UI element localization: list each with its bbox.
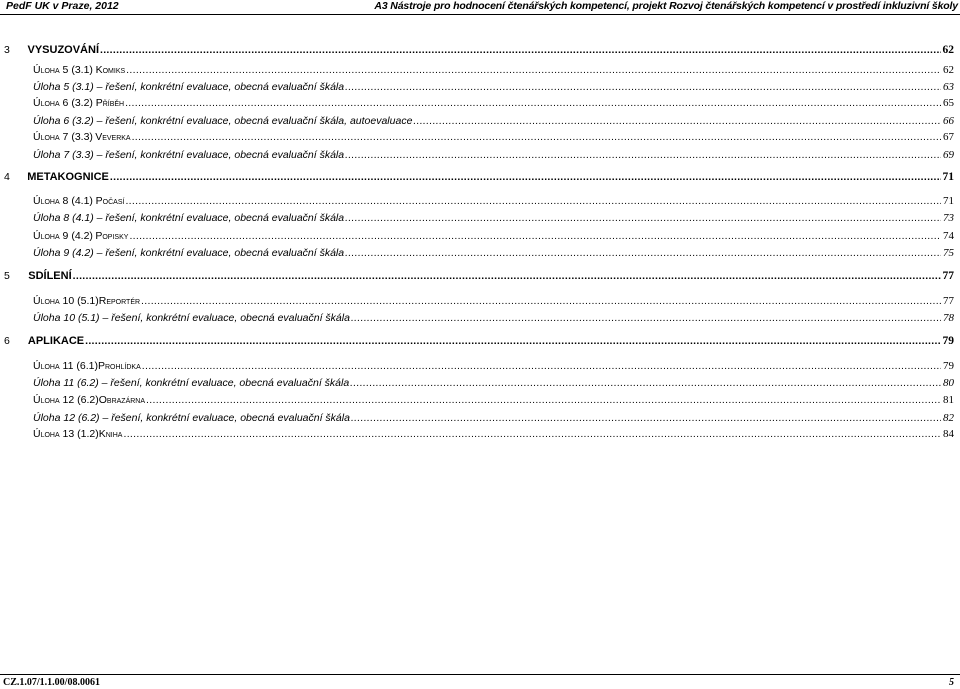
toc-entry[interactable] xyxy=(0,335,960,347)
toc-entry[interactable] xyxy=(0,377,960,389)
toc-entry[interactable] xyxy=(0,230,960,242)
toc-entry[interactable] xyxy=(0,64,960,76)
toc-entry[interactable] xyxy=(0,295,960,307)
page-header xyxy=(0,0,960,15)
toc-solution-title: Úloha 11 (6.2) – řešení, konkrétní evaluace, obecná evaluační škála xyxy=(33,377,349,389)
toc-entry[interactable] xyxy=(0,312,960,324)
toc-task-title: Popisky xyxy=(95,230,128,242)
toc-task-id: Úloha 5 (3.1) xyxy=(33,64,96,76)
toc-page-number: 62 xyxy=(943,44,960,56)
toc-solution-title: Úloha 6 (3.2) – řešení, konkrétní evaluace, obecná evaluační škála, autoevaluace xyxy=(33,115,412,127)
toc-dot-leader xyxy=(129,230,941,242)
toc-page-number: 81 xyxy=(943,394,960,406)
toc-task-title: Příběh xyxy=(96,97,124,109)
toc-task-title: Reportér xyxy=(99,295,140,307)
toc-page-number: 82 xyxy=(943,412,960,424)
toc-solution-title: Úloha 9 (4.2) – řešení, konkrétní evaluace, obecná evaluační škála xyxy=(33,247,344,259)
toc-task-title: Prohlídka xyxy=(98,360,141,372)
toc-chapter-title: SDÍLENÍ xyxy=(28,270,71,282)
toc-entry[interactable] xyxy=(0,115,960,127)
toc-chapter-title: VYSUZOVÁNÍ xyxy=(27,44,99,56)
footer-page-number: 5 xyxy=(949,676,954,689)
toc-chapter-title: METAKOGNICE xyxy=(27,171,109,183)
toc-dot-leader xyxy=(132,131,941,143)
toc-page-number: 63 xyxy=(943,81,960,93)
toc-page-number: 75 xyxy=(943,247,960,259)
toc-entry[interactable] xyxy=(0,171,960,183)
toc-page-number: 66 xyxy=(943,115,960,127)
toc-dot-leader xyxy=(142,360,941,372)
toc-task-id: Úloha 12 (6.2) xyxy=(33,394,99,406)
toc-task-id: Úloha 8 (4.1) xyxy=(33,195,96,207)
toc-dot-leader xyxy=(141,295,941,307)
toc-entry[interactable] xyxy=(0,428,960,440)
toc-page-number: 69 xyxy=(943,149,960,161)
toc-dot-leader xyxy=(125,195,941,207)
toc-solution-title: Úloha 10 (5.1) – řešení, konkrétní evaluace, obecná evaluační škála xyxy=(33,312,350,324)
footer-project-code: CZ.1.07/1.1.00/08.0061 xyxy=(3,676,100,689)
toc-chapter-number: 6 xyxy=(0,335,28,347)
toc-dot-leader xyxy=(351,412,941,424)
toc-entry[interactable] xyxy=(0,97,960,109)
toc-task-title: Obrazárna xyxy=(99,394,145,406)
toc-page-number: 79 xyxy=(943,335,960,347)
toc-dot-leader xyxy=(100,44,941,56)
toc-task-title: Veverka xyxy=(95,131,130,143)
toc-task-id: Úloha 11 (6.1) xyxy=(33,360,98,372)
toc-task-title: Kniha xyxy=(99,428,123,440)
toc-entry[interactable] xyxy=(0,394,960,406)
toc-entry[interactable] xyxy=(0,412,960,424)
toc-chapter-number: 5 xyxy=(0,270,28,282)
toc-task-id: Úloha 10 (5.1) xyxy=(33,295,99,307)
toc-page-number: 78 xyxy=(943,312,960,324)
toc-dot-leader xyxy=(345,212,941,224)
toc-chapter-number: 4 xyxy=(0,171,27,183)
toc-dot-leader xyxy=(123,428,941,440)
toc-page-number: 80 xyxy=(943,377,960,389)
toc-page-number: 71 xyxy=(943,171,960,183)
toc-task-id: Úloha 6 (3.2) xyxy=(33,97,96,109)
toc-entry[interactable] xyxy=(0,195,960,207)
toc-task-id: Úloha 7 (3.3) xyxy=(33,131,95,143)
toc-chapter-title: APLIKACE xyxy=(28,335,84,347)
toc-dot-leader xyxy=(345,247,941,259)
toc-entry[interactable] xyxy=(0,44,960,56)
toc-page-number: 71 xyxy=(943,195,960,207)
toc-entry[interactable] xyxy=(0,149,960,161)
toc-entry[interactable] xyxy=(0,81,960,93)
toc-solution-title: Úloha 7 (3.3) – řešení, konkrétní evaluace, obecná evaluační škála xyxy=(33,149,344,161)
toc-entry[interactable] xyxy=(0,360,960,372)
toc-dot-leader xyxy=(350,377,941,389)
toc-page-number: 62 xyxy=(943,64,960,76)
toc-page-number: 67 xyxy=(943,131,960,143)
toc-task-id: Úloha 9 (4.2) xyxy=(33,230,95,242)
toc-chapter-number: 3 xyxy=(0,44,27,56)
toc-dot-leader xyxy=(413,115,941,127)
toc-page-number: 79 xyxy=(943,360,960,372)
toc-task-title: Komiks xyxy=(96,64,126,76)
toc-entry[interactable] xyxy=(0,247,960,259)
toc-page-number: 77 xyxy=(943,270,960,282)
toc-solution-title: Úloha 8 (4.1) – řešení, konkrétní evaluace, obecná evaluační škála xyxy=(33,212,344,224)
toc-page-number: 84 xyxy=(943,428,960,440)
toc-page-number: 73 xyxy=(943,212,960,224)
toc-dot-leader xyxy=(345,81,941,93)
toc-page-number: 74 xyxy=(943,230,960,242)
toc-dot-leader xyxy=(345,149,941,161)
toc-entry[interactable] xyxy=(0,270,960,282)
toc-dot-leader xyxy=(126,64,941,76)
toc-dot-leader xyxy=(85,335,940,347)
toc-dot-leader xyxy=(73,270,941,282)
toc-dot-leader xyxy=(146,394,941,406)
page-footer xyxy=(0,674,960,689)
toc-solution-title: Úloha 5 (3.1) – řešení, konkrétní evaluace, obecná evaluační škála xyxy=(33,81,344,93)
toc-entry[interactable] xyxy=(0,131,960,143)
header-institution: PedF UK v Praze, 2012 xyxy=(6,0,119,13)
toc-page-number: 65 xyxy=(943,97,960,109)
toc-task-id: Úloha 13 (1.2) xyxy=(33,428,99,440)
toc-page-number: 77 xyxy=(943,295,960,307)
toc-dot-leader xyxy=(110,171,941,183)
toc-dot-leader xyxy=(351,312,941,324)
header-project-title: A3 Nástroje pro hodnocení čtenářských kompetencí, projekt Rozvoj čtenářských kompetencí v prostředí inkluzivní školy xyxy=(374,0,958,13)
toc-entry[interactable] xyxy=(0,212,960,224)
toc-solution-title: Úloha 12 (6.2) – řešení, konkrétní evaluace, obecná evaluační škála xyxy=(33,412,350,424)
toc-dot-leader xyxy=(125,97,941,109)
toc-task-title: Počasí xyxy=(96,195,125,207)
